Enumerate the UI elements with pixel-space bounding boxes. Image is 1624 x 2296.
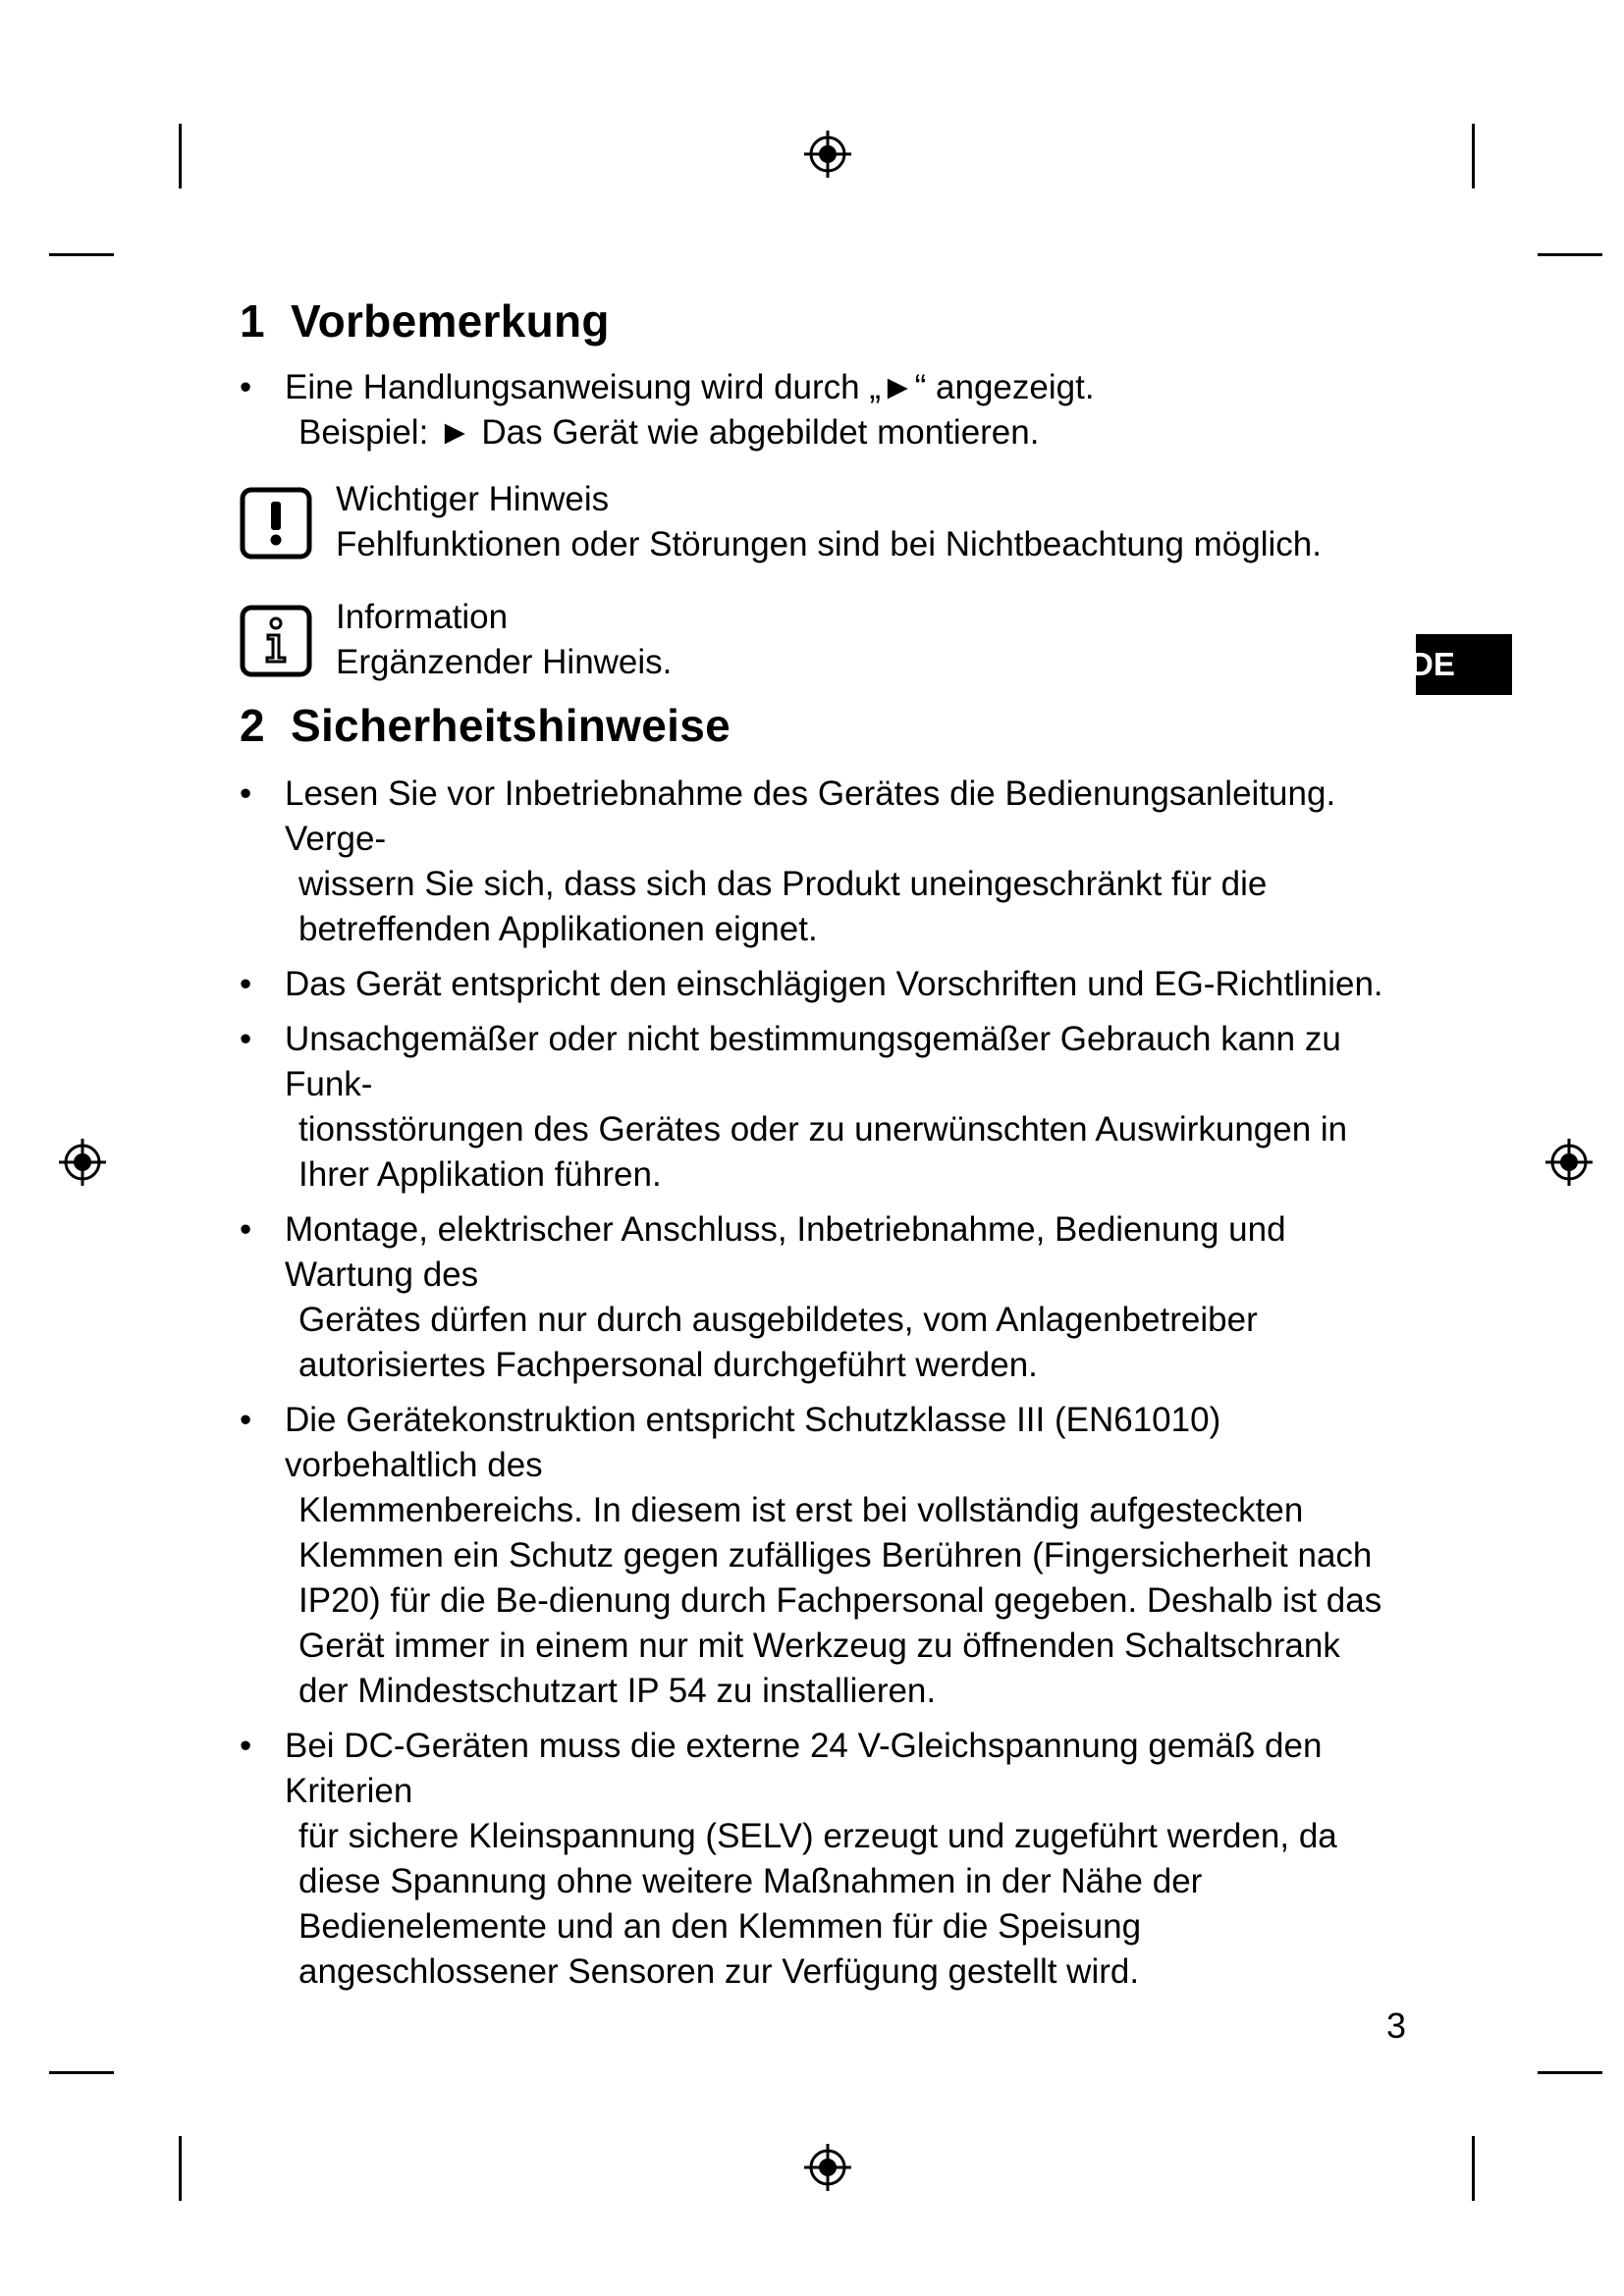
registration-mark-bottom-icon bbox=[802, 2142, 853, 2193]
registration-mark-left-icon bbox=[57, 1137, 108, 1188]
list-item bbox=[240, 962, 1398, 1007]
list-item-text-continued: Klemmenbereichs. In diesem ist erst bei vollständig aufgesteckten Klemmen ein Schutz gegen zufälliges Berühren (Fingersicherheit nach IP20) für die Be-dienung durch Fachpersonal gegeben. Deshalb ist das Gerät immer in einem nur mit Werkzeug zu öffnenden Schaltschrank der Mindestschutzart IP 54 zu installieren. bbox=[298, 1491, 1382, 1710]
section-2-number: 2 bbox=[240, 700, 265, 751]
info-text: Ergänzender Hinweis. bbox=[336, 643, 673, 681]
intro-list bbox=[240, 365, 1398, 455]
crop-mark-left-bottom bbox=[49, 2071, 114, 2074]
section-2-heading bbox=[240, 699, 1398, 752]
list-item bbox=[240, 1207, 1398, 1388]
crop-mark-top-right bbox=[1472, 124, 1475, 188]
warning-title: Wichtiger Hinweis bbox=[336, 480, 610, 518]
language-tab bbox=[1410, 634, 1512, 695]
section-1-title: Vorbemerkung bbox=[291, 295, 610, 347]
list-item bbox=[240, 1398, 1398, 1714]
page-content bbox=[240, 294, 1398, 2004]
info-notice bbox=[240, 595, 1398, 685]
registration-mark-top-icon bbox=[802, 129, 853, 180]
list-item bbox=[240, 772, 1398, 952]
list-item bbox=[240, 1724, 1398, 1995]
bullet: • bbox=[240, 1401, 252, 1439]
crop-mark-bottom-right bbox=[1472, 2136, 1475, 2201]
list-item-text: Die Gerätekonstruktion entspricht Schutzklasse III (EN61010) vorbehaltlich des bbox=[285, 1401, 1221, 1484]
info-box-icon bbox=[240, 605, 312, 677]
bullet: • bbox=[240, 1727, 252, 1765]
language-tab-label: DE bbox=[1410, 646, 1455, 682]
list-item-text-continued: wissern Sie sich, dass sich das Produkt uneingeschränkt für die betreffenden Applikationen eignet. bbox=[298, 865, 1268, 948]
section-1-heading bbox=[240, 294, 1398, 347]
list-item bbox=[240, 365, 1398, 455]
crop-mark-right-bottom bbox=[1538, 2071, 1602, 2074]
safety-list bbox=[240, 772, 1398, 1995]
crop-mark-left-top bbox=[49, 253, 114, 256]
warning-notice bbox=[240, 477, 1398, 567]
list-item-text: Unsachgemäßer oder nicht bestimmungsgemäßer Gebrauch kann zu Funk- bbox=[285, 1020, 1341, 1103]
crop-mark-bottom-left bbox=[179, 2136, 182, 2201]
intro-text: Eine Handlungsanweisung wird durch „►“ angezeigt. bbox=[285, 368, 1095, 406]
section-1-number: 1 bbox=[240, 295, 265, 347]
bullet: • bbox=[240, 774, 252, 813]
bullet: • bbox=[240, 1210, 252, 1249]
exclamation-box-icon bbox=[240, 487, 312, 560]
section-sicherheitshinweise bbox=[240, 699, 1398, 1995]
list-item-text: Lesen Sie vor Inbetriebnahme des Gerätes die Bedienungsanleitung. Verge- bbox=[285, 774, 1336, 858]
list-item-text-continued: für sichere Kleinspannung (SELV) erzeugt und zugeführt werden, da diese Spannung ohne weitere Maßnahmen in der Nähe der Bedienelemente und an den Klemmen für die Speisung angeschlossener Sensoren zur Verfügung gestellt wird. bbox=[298, 1817, 1337, 1991]
list-item-text-continued: tionsstörungen des Gerätes oder zu unerwünschten Auswirkungen in Ihrer Applikation führen. bbox=[298, 1110, 1348, 1194]
crop-mark-right-top bbox=[1538, 253, 1602, 256]
page-number: 3 bbox=[1386, 2005, 1407, 2046]
info-title: Information bbox=[336, 598, 509, 636]
bullet: • bbox=[240, 965, 252, 1003]
example-text: Beispiel: ► Das Gerät wie abgebildet montieren. bbox=[298, 413, 1040, 452]
list-item bbox=[240, 1017, 1398, 1198]
warning-text: Fehlfunktionen oder Störungen sind bei Nichtbeachtung möglich. bbox=[336, 525, 1322, 563]
crop-mark-top-left bbox=[179, 124, 182, 188]
list-item-text: Montage, elektrischer Anschluss, Inbetriebnahme, Bedienung und Wartung des bbox=[285, 1210, 1286, 1294]
bullet: • bbox=[240, 1020, 252, 1058]
list-item-text: Das Gerät entspricht den einschlägigen Vorschriften und EG-Richtlinien. bbox=[285, 965, 1383, 1003]
section-2-title: Sicherheitshinweise bbox=[291, 700, 731, 751]
list-item-text-continued: Gerätes dürfen nur durch ausgebildetes, vom Anlagenbetreiber autorisiertes Fachpersonal durchgeführt werden. bbox=[298, 1301, 1258, 1384]
registration-mark-right-icon bbox=[1543, 1137, 1595, 1188]
bullet: • bbox=[240, 368, 252, 406]
section-vorbemerkung bbox=[240, 294, 1398, 685]
list-item-text: Bei DC-Geräten muss die externe 24 V-Gleichspannung gemäß den Kriterien bbox=[285, 1727, 1323, 1810]
